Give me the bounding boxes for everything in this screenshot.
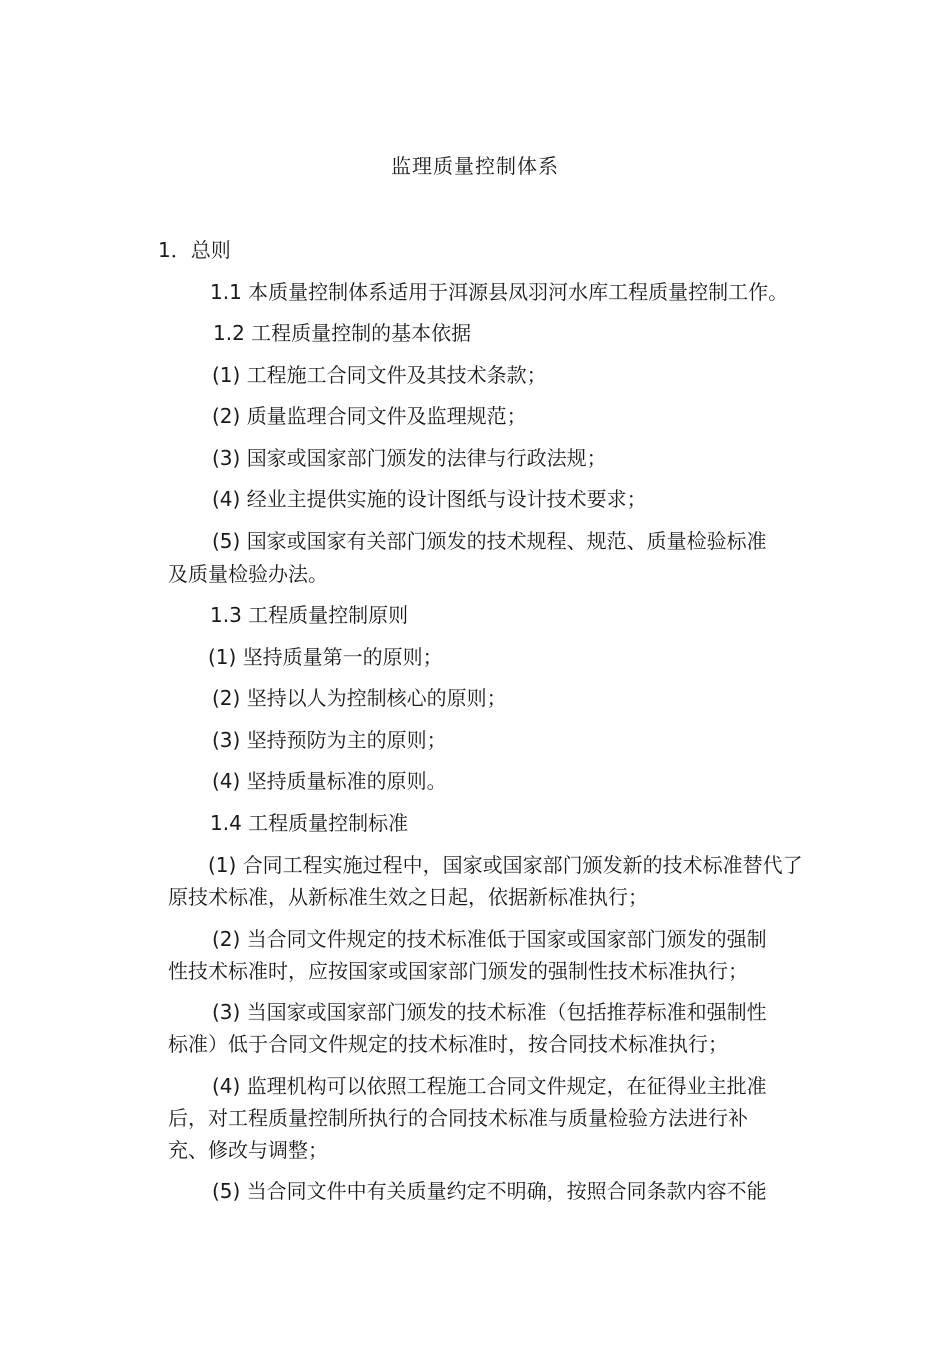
list-item: (3) 国家或国家部门颁发的法律与行政法规； xyxy=(212,446,607,470)
list-item: (5) 国家或国家有关部门颁发的技术规程、规范、质量检验标准 xyxy=(212,529,767,553)
paragraph-line: 原技术标准，从新标准生效之日起，依据新标准执行； xyxy=(168,885,648,909)
paragraph-line: (3) 当国家或国家部门颁发的技术标准（包括推荐标准和强制性 xyxy=(212,1000,767,1024)
paragraph-line: (1) 合同工程实施过程中，国家或国家部门颁发新的技术标准替代了 xyxy=(208,853,803,877)
clause-1-1: 1.1 本质量控制体系适用于洱源县凤羽河水库工程质量控制工作。 xyxy=(210,280,789,304)
paragraph-line: (2) 当合同文件规定的技术标准低于国家或国家部门颁发的强制 xyxy=(212,927,767,951)
clause-1-3: 1.3 工程质量控制原则 xyxy=(210,603,409,627)
paragraph-line: 充、修改与调整； xyxy=(168,1138,328,1162)
section-heading-1: 1．总则 xyxy=(158,238,231,262)
paragraph-line: (5) 当合同文件中有关质量约定不明确，按照合同条款内容不能 xyxy=(212,1179,767,1203)
list-item: (2) 质量监理合同文件及监理规范； xyxy=(212,404,527,428)
clause-1-4: 1.4 工程质量控制标准 xyxy=(210,811,409,835)
list-item-continuation: 及质量检验办法。 xyxy=(168,562,328,586)
paragraph-line: 标准）低于合同文件规定的技术标准时，按合同技术标准执行； xyxy=(168,1032,728,1056)
page-title: 监理质量控制体系 xyxy=(391,154,559,178)
list-item: (2) 坚持以人为控制核心的原则； xyxy=(212,686,507,710)
list-item: (3) 坚持预防为主的原则； xyxy=(212,728,447,752)
list-item: (4) 坚持质量标准的原则。 xyxy=(212,769,447,793)
list-item: (1) 坚持质量第一的原则； xyxy=(208,645,443,669)
paragraph-line: 后，对工程质量控制所执行的合同技术标准与质量检验方法进行补 xyxy=(168,1106,748,1130)
paragraph-line: 性技术标准时，应按国家或国家部门颁发的强制性技术标准执行； xyxy=(168,959,748,983)
clause-1-2: 1.2 工程质量控制的基本依据 xyxy=(213,321,472,345)
list-item: (1) 工程施工合同文件及其技术条款； xyxy=(212,363,547,387)
paragraph-line: (4) 监理机构可以依照工程施工合同文件规定，在征得业主批准 xyxy=(212,1074,767,1098)
list-item: (4) 经业主提供实施的设计图纸与设计技术要求； xyxy=(212,487,647,511)
